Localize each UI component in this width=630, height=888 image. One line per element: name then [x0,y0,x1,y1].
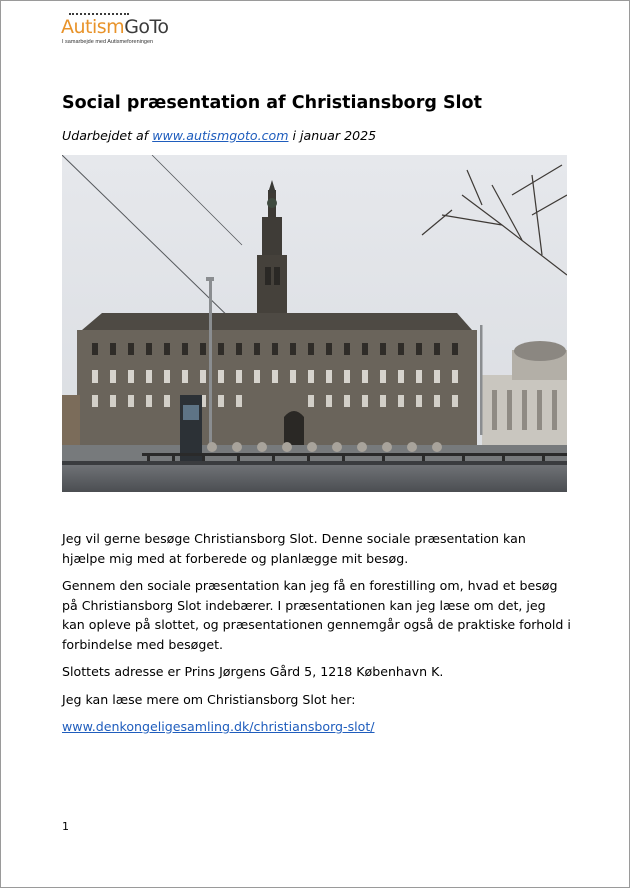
christiansborg-photo [62,155,567,492]
paragraph-link [62,717,572,737]
paragraph-intro: Jeg vil gerne besøge Christiansborg Slot. Denne sociale præsentation kan hjælpe mig med at forberede og planlægge mit besøg. [62,531,526,566]
denkongeligesamling-link[interactable]: www.denkongeligesamling.dk/christiansborg-slot/ [62,719,375,734]
logo-wordmark [61,15,169,39]
body-text [62,529,572,745]
logo-part-autism: Autism [61,16,125,38]
paragraph-address: Slottets adresse er Prins Jørgens Gård 5, 1218 København K. [62,664,444,679]
christiansborg-photo-illustration [62,155,567,492]
logo-tagline: I samarbejde med Autismeforeningen [62,39,154,45]
paragraph-read-more: Jeg kan læse mere om Christiansborg Slot her: [62,691,356,707]
paragraph-presentation: Gennem den sociale præsentation kan jeg få en forestilling om, hvad et besøg på Christiansborg Slot indebærer. I præsentationen kan jeg læse om det, jeg kan opleve på slottet, og præsentationen gennemgår også de praktiske forhold i forbindelse med besøget. [62,578,571,652]
document-title: Social præsentation af Christiansborg Slot [62,93,482,113]
logo-part-goto: GoTo [124,16,169,38]
page-number: 1 [62,820,69,833]
subtitle-prefix: Udarbejdet af [62,128,153,143]
subtitle-suffix: i januar 2025 [288,128,377,143]
autismgoto-link[interactable]: www.autismgoto.com [152,128,289,143]
autismgoto-logo [61,15,169,51]
document-subtitle [62,128,376,143]
